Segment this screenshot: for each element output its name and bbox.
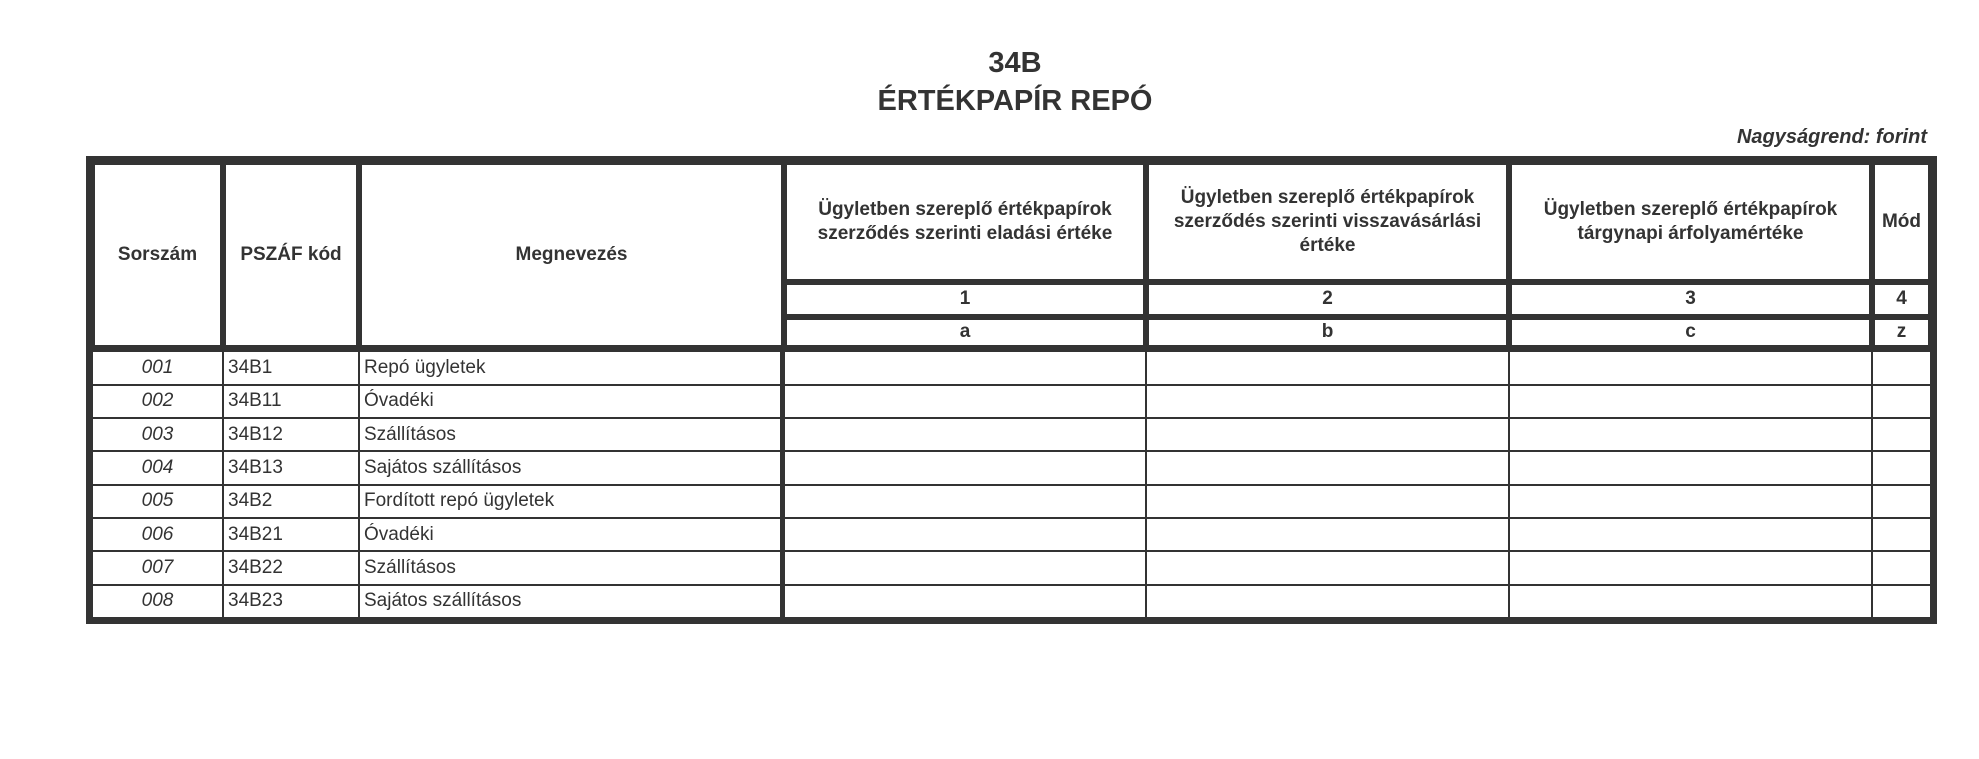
column-letter: b	[1146, 317, 1509, 352]
row-number: 004	[92, 451, 223, 484]
row-code: 34B12	[223, 418, 359, 451]
value-cell-a[interactable]	[784, 585, 1146, 618]
value-cell-c[interactable]	[1509, 351, 1872, 384]
value-cell-c[interactable]	[1509, 485, 1872, 518]
unit-note: Nagyságrend: forint	[1736, 126, 1927, 148]
value-cell-z[interactable]	[1872, 485, 1931, 518]
value-cell-a[interactable]	[784, 518, 1146, 551]
row-number: 005	[92, 485, 223, 518]
title-block	[0, 44, 1979, 120]
value-cell-a[interactable]	[784, 351, 1146, 384]
value-cell-b[interactable]	[1146, 518, 1509, 551]
row-number: 008	[92, 585, 223, 618]
table-row	[92, 385, 1931, 418]
row-number: 006	[92, 518, 223, 551]
row-code: 34B22	[223, 551, 359, 584]
value-cell-z[interactable]	[1872, 351, 1931, 384]
value-cell-b[interactable]	[1146, 418, 1509, 451]
row-label: Fordított repó ügyletek	[359, 485, 784, 518]
row-code: 34B13	[223, 451, 359, 484]
column-number: 4	[1872, 282, 1931, 317]
value-cell-a[interactable]	[784, 451, 1146, 484]
report-table	[86, 156, 1937, 624]
column-number: 3	[1509, 282, 1872, 317]
row-label: Szállításos	[359, 551, 784, 584]
value-cell-b[interactable]	[1146, 585, 1509, 618]
value-cell-c[interactable]	[1509, 551, 1872, 584]
value-cell-z[interactable]	[1872, 585, 1931, 618]
row-code: 34B11	[223, 385, 359, 418]
row-label: Sajátos szállításos	[359, 451, 784, 484]
value-cell-c[interactable]	[1509, 418, 1872, 451]
table-row	[92, 351, 1931, 384]
value-cell-b[interactable]	[1146, 351, 1509, 384]
table-row	[92, 418, 1931, 451]
row-label: Repó ügyletek	[359, 351, 784, 384]
row-code: 34B23	[223, 585, 359, 618]
value-cell-z[interactable]	[1872, 418, 1931, 451]
value-cell-z[interactable]	[1872, 518, 1931, 551]
value-cell-b[interactable]	[1146, 551, 1509, 584]
row-code: 34B21	[223, 518, 359, 551]
value-cell-b[interactable]	[1146, 451, 1509, 484]
header-col1: Ügyletben szereplő értékpapírok szerződés szerinti eladási értéke	[784, 162, 1146, 282]
row-label: Sajátos szállításos	[359, 585, 784, 618]
row-label: Szállításos	[359, 418, 784, 451]
table-row	[92, 585, 1931, 618]
header-col4: Mód	[1872, 162, 1931, 282]
table-row	[92, 451, 1931, 484]
value-cell-c[interactable]	[1509, 518, 1872, 551]
value-cell-c[interactable]	[1509, 585, 1872, 618]
header-row	[92, 162, 1931, 282]
value-cell-z[interactable]	[1872, 451, 1931, 484]
value-cell-a[interactable]	[784, 551, 1146, 584]
row-number: 007	[92, 551, 223, 584]
value-cell-a[interactable]	[784, 385, 1146, 418]
header-pszaf-kod: PSZÁF kód	[223, 162, 359, 351]
header-col2: Ügyletben szereplő értékpapírok szerződés szerinti visszavásárlási értéke	[1146, 162, 1509, 282]
value-cell-c[interactable]	[1509, 451, 1872, 484]
row-label: Óvadéki	[359, 518, 784, 551]
table-code: 34B	[988, 47, 1042, 79]
column-letter: z	[1872, 317, 1931, 352]
value-cell-a[interactable]	[784, 418, 1146, 451]
header-col3: Ügyletben szereplő értékpapírok tárgynapi árfolyamértéke	[1509, 162, 1872, 282]
row-number: 001	[92, 351, 223, 384]
table-row	[92, 485, 1931, 518]
value-cell-c[interactable]	[1509, 385, 1872, 418]
row-code: 34B1	[223, 351, 359, 384]
table-row	[92, 518, 1931, 551]
table-row	[92, 551, 1931, 584]
header-megnevezes: Megnevezés	[359, 162, 784, 351]
value-cell-b[interactable]	[1146, 385, 1509, 418]
value-cell-z[interactable]	[1872, 385, 1931, 418]
value-cell-b[interactable]	[1146, 485, 1509, 518]
row-label: Óvadéki	[359, 385, 784, 418]
column-letter: c	[1509, 317, 1872, 352]
row-number: 002	[92, 385, 223, 418]
value-cell-z[interactable]	[1872, 551, 1931, 584]
header-sorszam: Sorszám	[92, 162, 223, 351]
column-letter: a	[784, 317, 1146, 352]
column-number: 1	[784, 282, 1146, 317]
column-number: 2	[1146, 282, 1509, 317]
table-title: ÉRTÉKPAPÍR REPÓ	[877, 85, 1153, 117]
row-code: 34B2	[223, 485, 359, 518]
value-cell-a[interactable]	[784, 485, 1146, 518]
row-number: 003	[92, 418, 223, 451]
